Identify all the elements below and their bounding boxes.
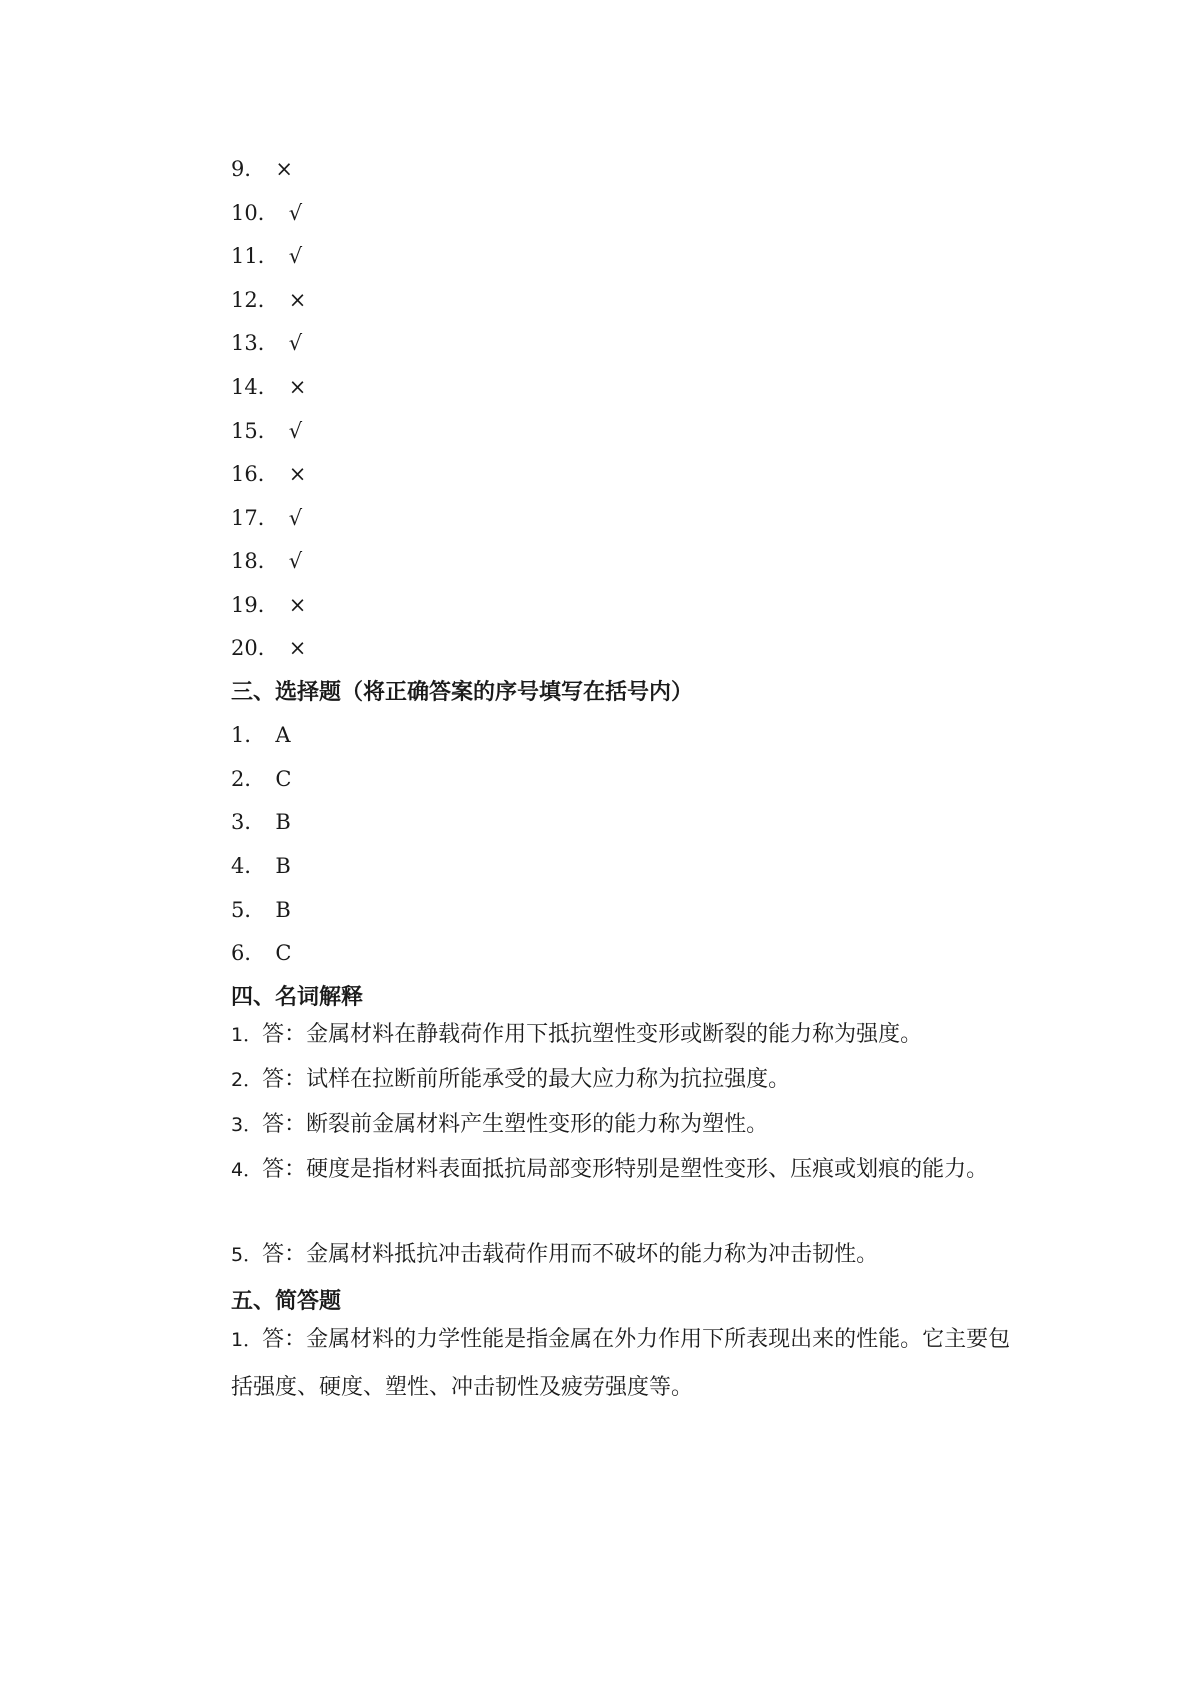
item-text: 答：金属材料抵抗冲击载荷作用而不破坏的能力称为冲击韧性。 — [262, 1242, 879, 1267]
answer-number: 15． — [231, 419, 279, 443]
item-text: 答：试样在拉断前所能承受的最大应力称为抗拉强度。 — [262, 1067, 791, 1092]
tf-answer-12 — [231, 287, 306, 313]
answer-number: 12． — [231, 288, 279, 312]
mc-answer-3 — [231, 809, 291, 835]
answer-number: 2． — [231, 767, 266, 791]
definition-item-2 — [181, 1056, 1016, 1104]
definition-item-1 — [181, 1011, 1016, 1059]
answer-mark: A — [275, 723, 291, 747]
item-index: 3． — [231, 1114, 263, 1136]
definition-item-5 — [181, 1231, 1016, 1279]
mc-answer-4 — [231, 853, 291, 879]
tf-answer-13 — [231, 330, 302, 356]
short-answer-item-1 — [181, 1316, 1016, 1411]
mc-answer-2 — [231, 766, 291, 792]
mc-answer-1 — [231, 722, 291, 748]
item-text: 答：硬度是指材料表面抵抗局部变形特别是塑性变形、压痕或划痕的能力。 — [262, 1157, 989, 1182]
answer-mark: √ — [288, 419, 303, 443]
answer-number: 16． — [231, 462, 279, 486]
answer-mark: √ — [288, 331, 303, 355]
answer-number: 11． — [231, 244, 279, 268]
answer-mark: √ — [288, 506, 303, 530]
tf-answer-11 — [231, 243, 302, 269]
mc-answer-6 — [231, 940, 291, 966]
tf-answer-9 — [231, 156, 293, 182]
answer-number: 4． — [231, 854, 266, 878]
tf-answer-14 — [231, 374, 306, 400]
item-index: 5． — [231, 1244, 263, 1266]
answer-mark: √ — [288, 201, 303, 225]
tf-answer-10 — [231, 200, 302, 226]
answer-mark: × — [288, 375, 307, 399]
answer-number: 6． — [231, 941, 266, 965]
answer-number: 5． — [231, 898, 266, 922]
item-index: 1． — [231, 1024, 263, 1046]
answer-mark: B — [275, 898, 291, 922]
item-index: 1． — [231, 1329, 263, 1351]
answer-number: 14． — [231, 375, 279, 399]
item-text: 答：金属材料在静载荷作用下抵抗塑性变形或断裂的能力称为强度。 — [262, 1022, 923, 1047]
answer-mark: × — [288, 636, 307, 660]
answer-mark: √ — [288, 549, 303, 573]
item-text: 答：金属材料的力学性能是指金属在外力作用下所表现出来的性能。它主要包括强度、硬度、塑性、冲击韧性及疲劳强度等。 — [231, 1327, 1011, 1400]
tf-answer-15 — [231, 418, 302, 444]
answer-number: 17． — [231, 506, 279, 530]
tf-answer-16 — [231, 461, 306, 487]
answer-number: 10． — [231, 201, 279, 225]
tf-answer-20 — [231, 635, 306, 661]
item-text: 答：断裂前金属材料产生塑性变形的能力称为塑性。 — [262, 1112, 769, 1137]
answer-number: 19． — [231, 593, 279, 617]
section-heading-term-definitions: 四、名词解释 — [231, 984, 364, 1010]
answer-number: 3． — [231, 810, 266, 834]
answer-number: 13． — [231, 331, 279, 355]
answer-mark: C — [275, 941, 292, 965]
answer-number: 20． — [231, 636, 279, 660]
tf-answer-18 — [231, 548, 302, 574]
answer-mark: √ — [288, 244, 303, 268]
answer-mark: × — [288, 593, 307, 617]
mc-answer-5 — [231, 897, 291, 923]
answer-number: 18． — [231, 549, 279, 573]
section-heading-multiple-choice: 三、选择题（将正确答案的序号填写在括号内） — [231, 679, 694, 705]
answer-mark: C — [275, 767, 292, 791]
definition-item-4 — [181, 1146, 1016, 1194]
tf-answer-19 — [231, 592, 306, 618]
answer-mark: B — [275, 810, 291, 834]
answer-number: 1． — [231, 723, 266, 747]
answer-number: 9． — [231, 157, 266, 181]
definition-item-3 — [181, 1101, 1016, 1149]
answer-mark: × — [275, 157, 293, 181]
answer-mark: × — [288, 462, 307, 486]
answer-mark: B — [275, 854, 291, 878]
item-index: 4． — [231, 1159, 263, 1181]
tf-answer-17 — [231, 505, 302, 531]
section-heading-short-answer: 五、简答题 — [231, 1288, 342, 1314]
item-index: 2． — [231, 1069, 263, 1091]
answer-mark: × — [288, 288, 307, 312]
